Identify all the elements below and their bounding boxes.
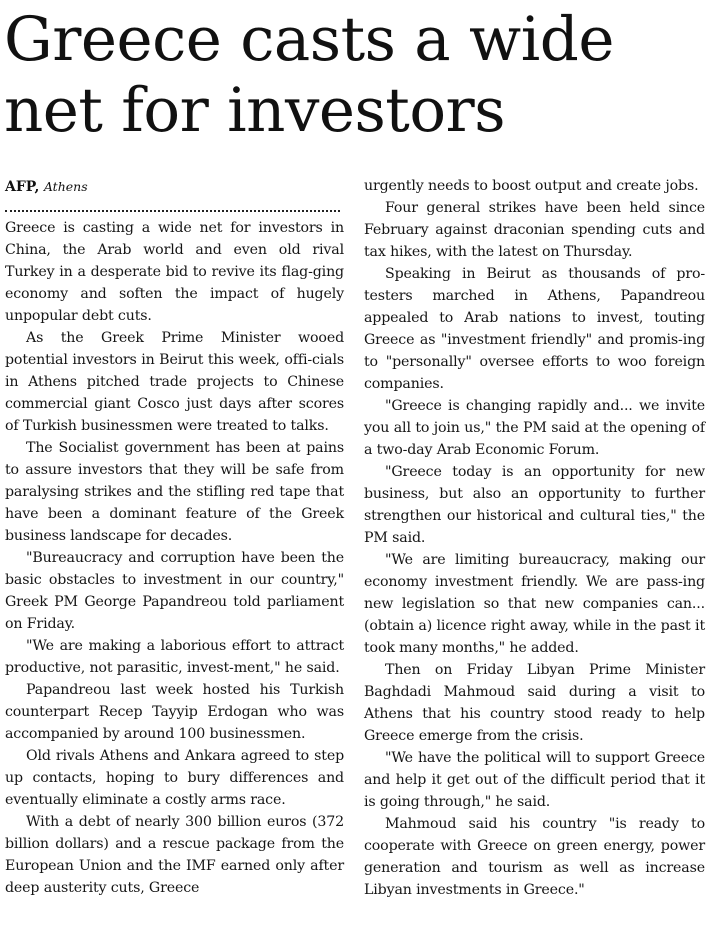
byline-dotted-rule [5,210,340,212]
paragraph: Old rivals Athens and Ankara agreed to step up contacts, hoping to bury differences and eventually eliminate a costly arms race. [5,748,344,808]
article-headline: Greece casts a wide net for investors [4,4,614,146]
paragraph: "Greece today is an opportunity for new business, but also an opportunity to further strengthen our historical and cultural ties," the PM said. [364,464,705,546]
paragraph: Speaking in Beirut as thousands of pro-testers marched in Athens, Papandreou appealed to Arab nations to invest, touting Greece as "investment friendly" and promis-ing to "personally" oversee efforts to woo foreign companies. [364,266,705,392]
paragraph-continued: urgently needs to boost output and create jobs. [364,178,699,194]
paragraph: With a debt of nearly 300 billion euros (372 billion dollars) and a rescue package from the European Union and the IMF earned only after deep austerity cuts, Greece [5,814,344,896]
paragraph: "We are making a laborious effort to attract productive, not parasitic, invest-ment," he said. [5,638,344,676]
paragraph: Greece is casting a wide net for investors in China, the Arab world and even old rival Turkey in a desperate bid to revive its flag-ging economy and soften the impact of hugely unpopular debt cuts. [5,220,344,324]
paragraph: "We have the political will to support Greece and help it get out of the difficult period that it is going through," he said. [364,750,705,810]
byline [5,176,345,198]
paragraph: "We are limiting bureaucracy, making our economy investment friendly. We are pass-ing new legislation so that new companies can... (obtain a) licence right away, while in the past it took many months," he added. [364,552,705,656]
byline-place: Athens [43,179,88,194]
article-column-1 [5,217,344,899]
paragraph: As the Greek Prime Minister wooed potential investors in Beirut this week, offi-cials in Athens pitched trade projects to Chinese commercial giant Cosco just days after scores of Turkish businessmen were treated to talks. [5,330,344,434]
paragraph: Mahmoud said his country "is ready to cooperate with Greece on green energy, power generation and tourism as well as increase Libyan investments in Greece." [364,816,705,898]
paragraph: "Greece is changing rapidly and... we invite you all to join us," the PM said at the opening of a two-day Arab Economic Forum. [364,398,705,458]
paragraph: Four general strikes have been held since February against draconian spending cuts and tax hikes, with the latest on Thursday. [364,200,705,260]
article-column-2 [364,175,705,901]
paragraph: Papandreou last week hosted his Turkish counterpart Recep Tayyip Erdogan who was accompanied by around 100 businessmen. [5,682,344,742]
paragraph: The Socialist government has been at pains to assure investors that they will be safe from paralysing strikes and the stifling red tape that have been a dominant feature of the Greek business landscape for decades. [5,440,344,544]
paragraph: "Bureaucracy and corruption have been the basic obstacles to investment in our country," Greek PM George Papandreou told parliament on Friday. [5,550,344,632]
paragraph: Then on Friday Libyan Prime Minister Baghdadi Mahmoud said during a visit to Athens that his country stood ready to help Greece emerge from the crisis. [364,662,705,744]
byline-agency: AFP, [5,179,40,195]
